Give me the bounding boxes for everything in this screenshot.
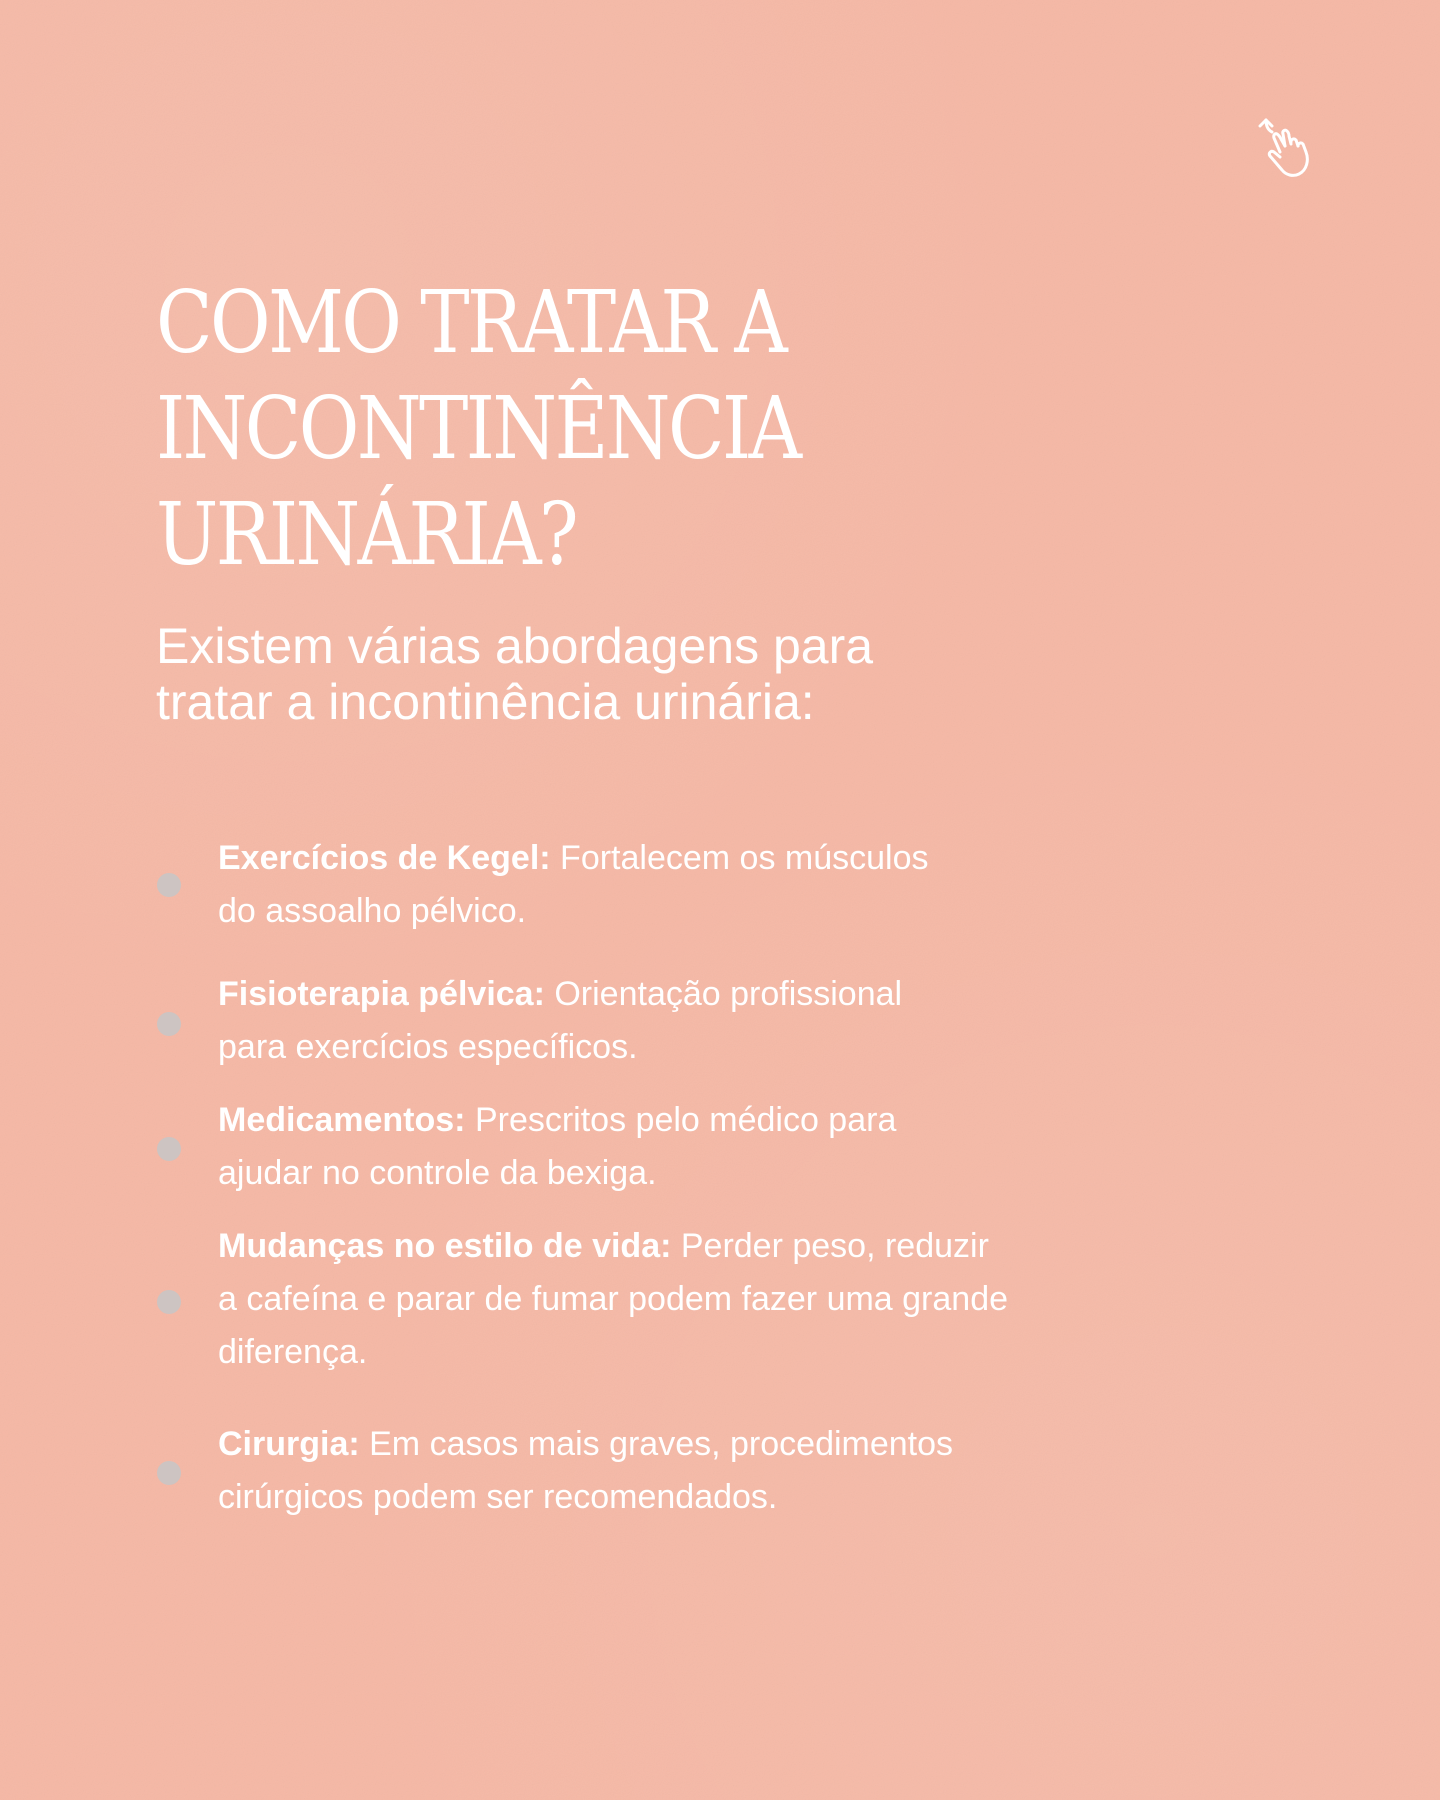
list-item-line: para exercícios específicos. [218, 1028, 638, 1066]
bullet-dot-icon [157, 873, 181, 897]
subtitle-line: tratar a incontinência urinária: [156, 674, 815, 730]
title-line: INCONTINÊNCIA [156, 379, 800, 479]
list-item-line: a cafeína e parar de fumar podem fazer uma grande [218, 1280, 1009, 1318]
list-item-line [218, 1220, 1338, 1273]
list-item [218, 832, 1338, 938]
list-item-line [218, 1094, 1338, 1147]
subtitle-line: Existem várias abordagens para [156, 618, 874, 674]
list-item [218, 1094, 1338, 1200]
list-item-line [218, 832, 1338, 885]
swipe-left-hand-icon [1252, 112, 1324, 184]
bullet-dot-icon [157, 1461, 181, 1485]
list-item [218, 1220, 1338, 1379]
subtitle [156, 618, 1156, 730]
list-item-line: diferença. [218, 1333, 368, 1371]
bullet-dot-icon [157, 1137, 181, 1161]
list-item-label: Mudanças no estilo de vida: [218, 1227, 672, 1265]
list-item-label: Fisioterapia pélvica: [218, 975, 545, 1013]
list-item-line [218, 1418, 1338, 1471]
bullet-dot-icon [157, 1012, 181, 1036]
title-line: URINÁRIA? [156, 485, 577, 585]
list-item-text: Perder peso, reduzir [671, 1227, 989, 1265]
list-item [218, 1418, 1338, 1524]
list-item-text: Orientação profissional [544, 975, 903, 1013]
list-item-line: ajudar no controle da bexiga. [218, 1154, 657, 1192]
list-item-label: Medicamentos: [218, 1101, 466, 1139]
list-item-text: Em casos mais graves, procedimentos [359, 1425, 954, 1463]
list-item-line: do assoalho pélvico. [218, 892, 527, 930]
list-item-text: Prescritos pelo médico para [465, 1101, 897, 1139]
bullet-dot-icon [157, 1290, 181, 1314]
list-item-line [218, 968, 1338, 1021]
list-item-label: Cirurgia: [218, 1425, 360, 1463]
list-item-text: Fortalecem os músculos [550, 839, 929, 877]
list-item [218, 968, 1338, 1074]
title-line: COMO TRATAR A [156, 273, 786, 373]
list-item-label: Exercícios de Kegel: [218, 839, 551, 877]
list-item-line: cirúrgicos podem ser recomendados. [218, 1478, 778, 1516]
page-title [156, 270, 1016, 588]
